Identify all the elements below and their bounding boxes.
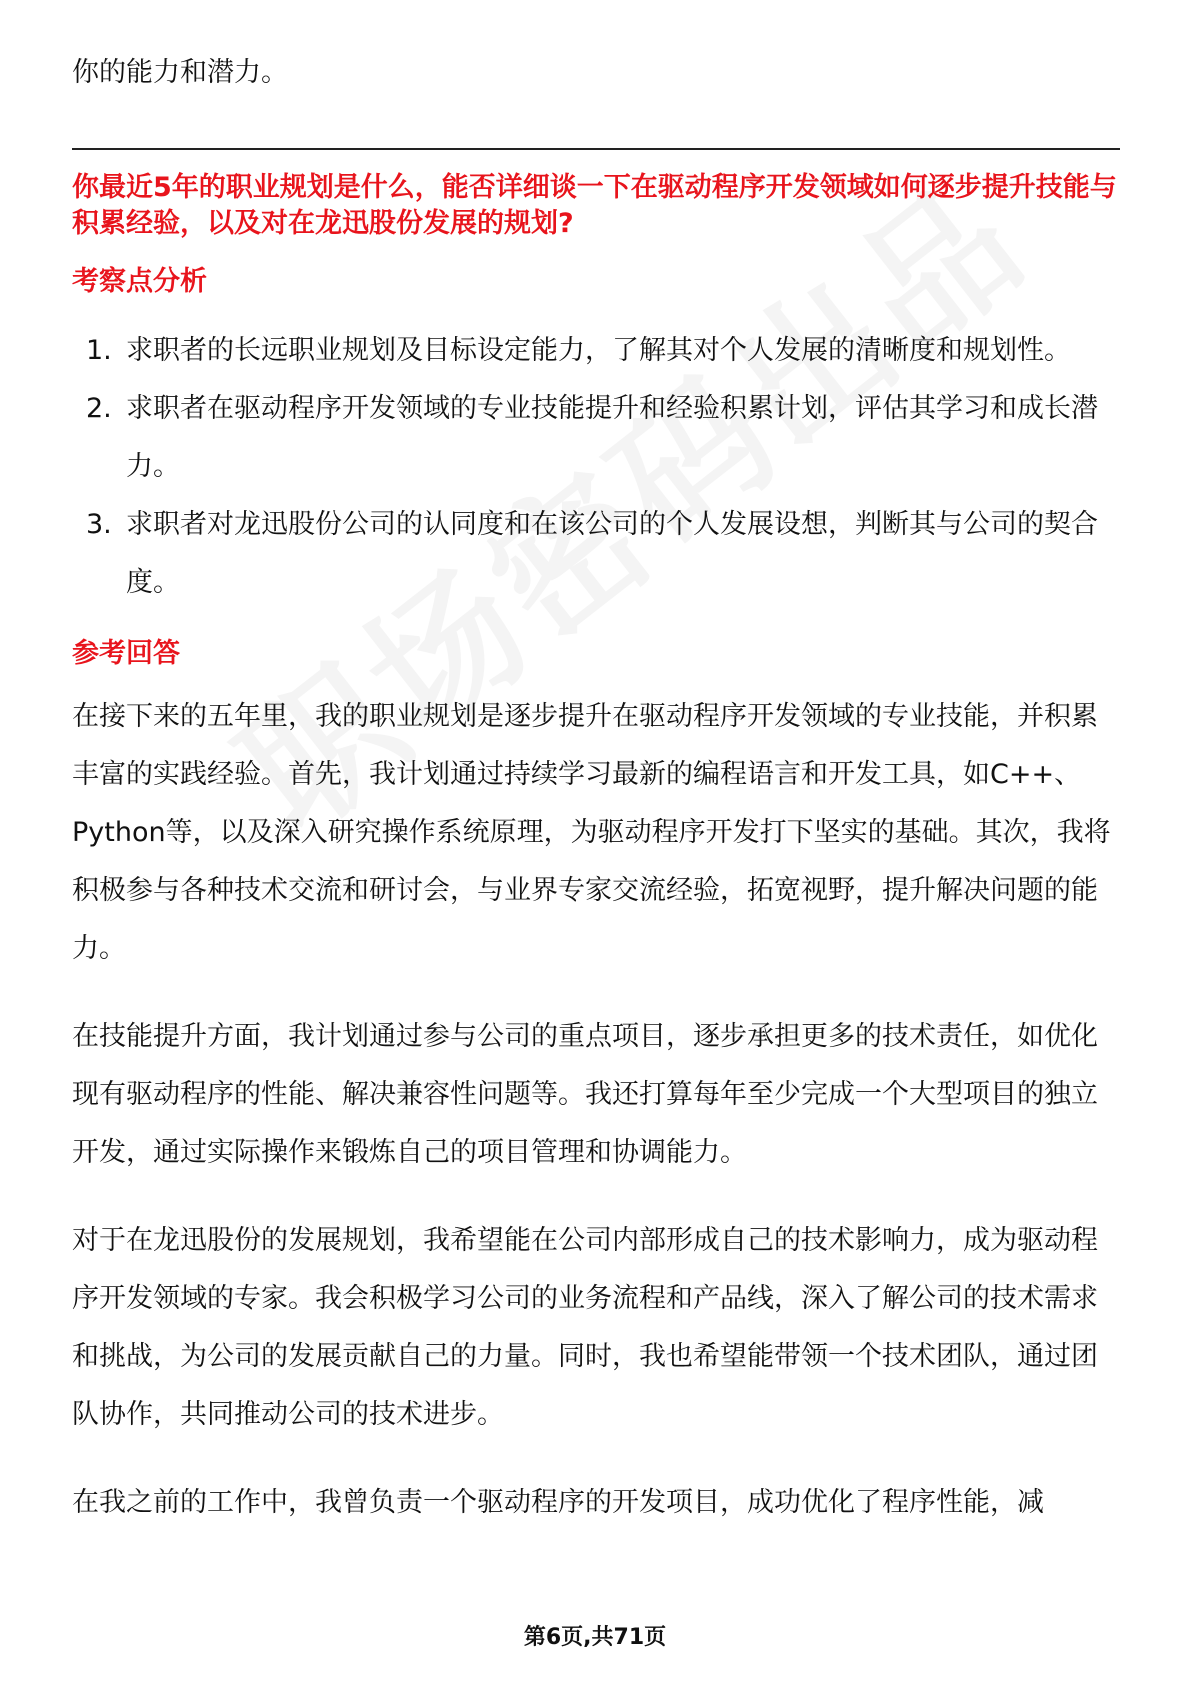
analysis-list (72, 322, 1120, 612)
answer-paragraph: 在技能提升方面，我计划通过参与公司的重点项目，逐步承担更多的技术责任，如优化现有驱动程序的性能、解决兼容性问题等。我还打算每年至少完成一个大型项目的独立开发，通过实际操作来锻炼自己的项目管理和协调能力。 (72, 1021, 1098, 1168)
question-title: 你最近5年的职业规划是什么，能否详细谈一下在驱动程序开发领域如何逐步提升技能与积累经验，以及对在龙迅股份发展的规划? (72, 172, 1117, 239)
list-item (72, 322, 1120, 380)
list-text: 求职者的长远职业规划及目标设定能力，了解其对个人发展的清晰度和规划性。 (126, 335, 1071, 366)
list-text: 求职者对龙迅股份公司的认同度和在该公司的个人发展设想，判断其与公司的契合度。 (126, 509, 1098, 598)
list-item (72, 496, 1120, 612)
answer-paragraph: 在我之前的工作中，我曾负责一个驱动程序的开发项目，成功优化了程序性能，减 (72, 1487, 1044, 1518)
answer-paragraph: 在接下来的五年里，我的职业规划是逐步提升在驱动程序开发领域的专业技能，并积累丰富的实践经验。首先，我计划通过持续学习最新的编程语言和开发工具，如C++、Python等，以及深入研究操作系统原理，为驱动程序开发打下坚实的基础。其次，我将积极参与各种技术交流和研讨会，与业界专家交流经验，拓宽视野，提升解决问题的能力。 (72, 701, 1111, 964)
section-divider (72, 148, 1120, 150)
list-number: 2. (86, 393, 112, 424)
page-content (72, 44, 1120, 1532)
list-number: 3. (86, 509, 112, 540)
list-item (72, 380, 1120, 496)
answer-paragraph: 对于在龙迅股份的发展规划，我希望能在公司内部形成自己的技术影响力，成为驱动程序开发领域的专家。我会积极学习公司的业务流程和产品线，深入了解公司的技术需求和挑战，为公司的发展贡献自己的力量。同时，我也希望能带领一个技术团队，通过团队协作，共同推动公司的技术进步。 (72, 1225, 1098, 1430)
list-text: 求职者在驱动程序开发领域的专业技能提升和经验积累计划，评估其学习和成长潜力。 (126, 393, 1098, 482)
answer-heading: 参考回答 (72, 638, 180, 669)
intro-tail: 你的能力和潜力。 (72, 57, 288, 88)
analysis-heading: 考察点分析 (72, 266, 207, 297)
page-footer: 第6页,共71页 (523, 1625, 667, 1650)
list-number: 1. (86, 335, 112, 366)
